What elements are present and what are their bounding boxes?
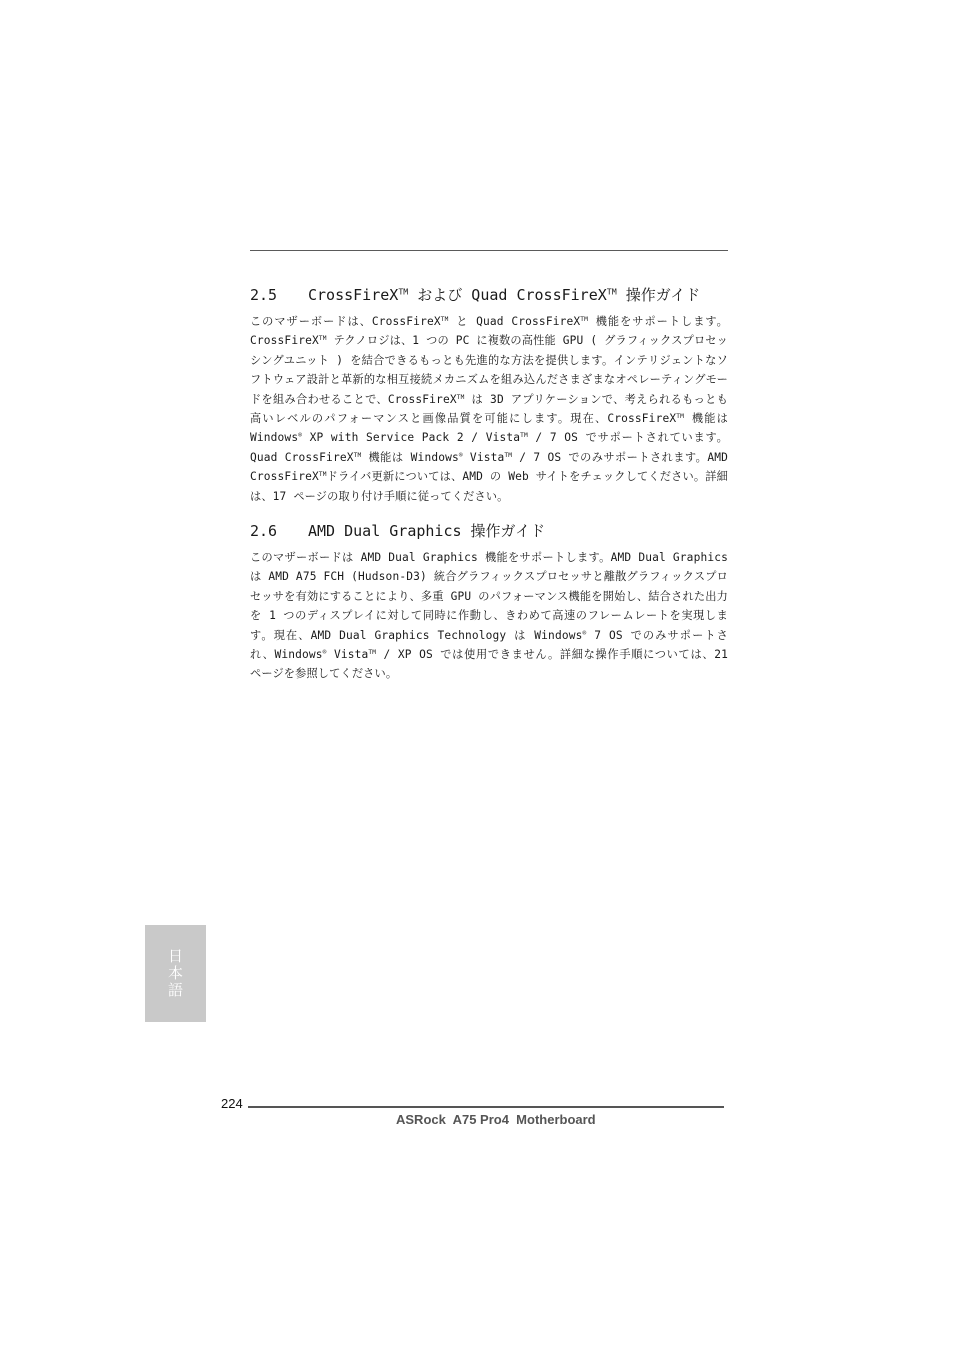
footer-divider bbox=[248, 1106, 724, 1108]
section-body: このマザーボードは、CrossFireX™ と Quad CrossFireX™ 機能をサポートします。CrossFireX™ テクノロジは、1 つの PC に複数の高性能 GPU ( グラフィックスプロセッシングユニット ) を結合できるもっとも先進的な方法を提供します。インテリジェントなソフトウェア設計と革新的な相互接続メカニズムを組み込んださまざまなオペレーティングモードを組み合わせることで、CrossFireX™ は 3D アプリケーションで、考えられるもっとも高いレベルのパフォーマンスと画像品質を可能にします。現在、CrossFireX™ 機能は Windows® XP with Service Pack 2 / Vista™ / 7 OS でサポートされています。Quad CrossFireX™ 機能は Windows® Vista™ / 7 OS でのみサポートされます。AMD CrossFireX™ドライバ更新については、AMD の Web サイトをチェックしてください。詳細は、17 ページの取り付け手順に従ってください。 bbox=[250, 315, 729, 503]
header-divider bbox=[250, 250, 728, 251]
footer-title: ASRock A75 Pro4 Motherboard bbox=[396, 1112, 596, 1127]
section-title: AMD Dual Graphics 操作ガイド bbox=[308, 522, 546, 540]
section-body: このマザーボードは AMD Dual Graphics 機能をサポートします。AMD Dual Graphics は AMD A75 FCH (Hudson-D3) 統合グラフィックスプロセッサと離散グラフィックスプロセッサを有効にすることにより、多重 GPU のパフォーマンス機能を開始し、結合された出力を 1 つのディスプレイに対して同時に作動し、きわめて高速のフレームレートを実現します。現在、AMD Dual Graphics Technology は Windows® 7 OS でのみサポートされ、Windows® Vista™ / XP OS では使用できません。詳細な操作手順については、21 ページを参照してください。 bbox=[250, 551, 729, 681]
section-dual-graphics bbox=[250, 520, 728, 684]
section-heading bbox=[250, 520, 728, 542]
page-number: 224 bbox=[221, 1096, 243, 1111]
section-heading bbox=[250, 284, 728, 306]
section-title: CrossFireX™ および Quad CrossFireX™ 操作ガイド bbox=[308, 286, 701, 304]
section-crossfirex bbox=[250, 284, 728, 506]
language-tab bbox=[145, 925, 206, 1022]
section-number: 2.5 bbox=[250, 286, 278, 304]
section-number: 2.6 bbox=[250, 522, 278, 540]
language-tab-label: 日本語 bbox=[166, 948, 184, 999]
